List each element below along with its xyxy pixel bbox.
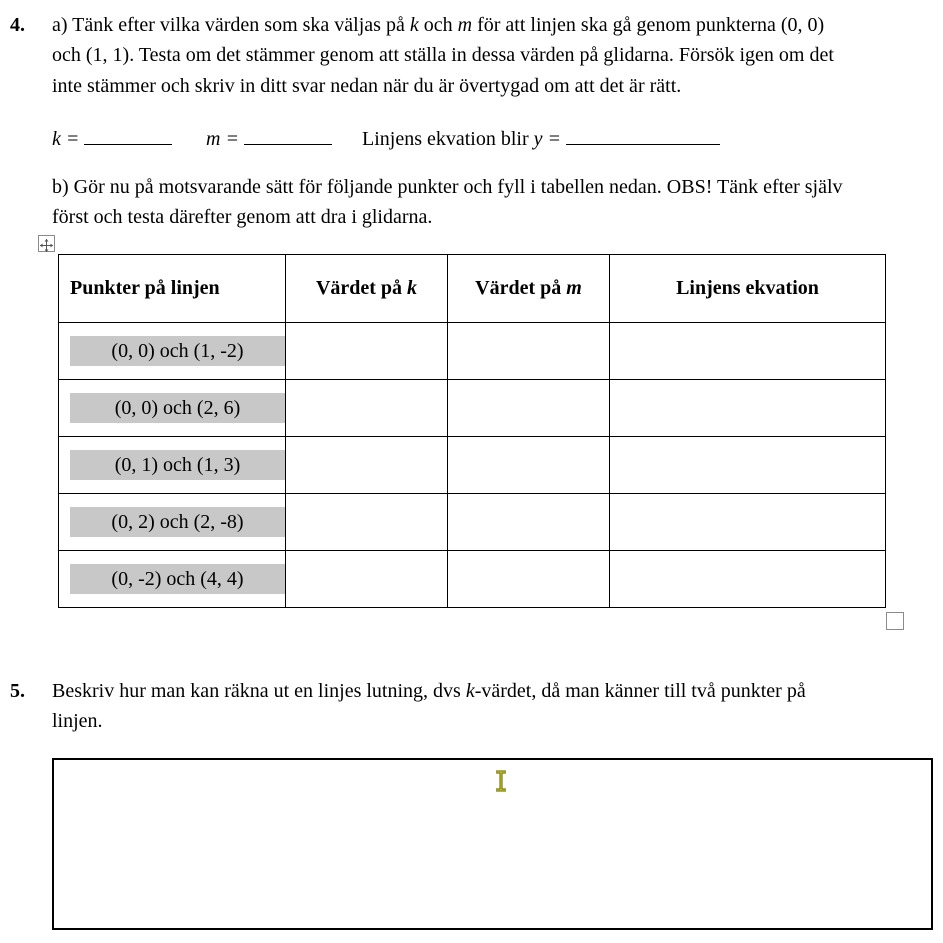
points-label: (0, 0) och (1, -2) <box>70 336 285 366</box>
m-cell[interactable] <box>448 551 610 608</box>
points-label: (0, 1) och (1, 3) <box>70 450 285 480</box>
k-label: k = <box>52 128 80 150</box>
equation-cell[interactable] <box>610 551 886 608</box>
k-answer-field[interactable] <box>52 126 172 151</box>
question-4b-text-line-2: först och testa därefter genom att dra i glidarna. <box>52 206 433 228</box>
points-cell <box>59 551 286 608</box>
table-header-row <box>59 255 886 323</box>
equation-cell[interactable] <box>610 380 886 437</box>
m-cell[interactable] <box>448 437 610 494</box>
equation-cell[interactable] <box>610 437 886 494</box>
m-cell[interactable] <box>448 323 610 380</box>
equation-blank[interactable] <box>566 126 720 145</box>
equation-answer-field[interactable] <box>362 126 720 151</box>
question-4a-text-line-3: inte stämmer och skriv in ditt svar nedan när du är övertygad om att det är rätt. <box>52 75 682 97</box>
header-points: Punkter på linjen <box>59 255 286 323</box>
table-row <box>59 551 886 608</box>
question-5-number: 5. <box>10 680 25 702</box>
table-row <box>59 494 886 551</box>
text-cursor-icon <box>493 770 509 792</box>
question-4a-text-line-1: a) Tänk efter vilka värden som ska väljas på k och m för att linjen ska gå genom punkterna (0, 0) <box>52 14 825 36</box>
points-cell <box>59 323 286 380</box>
table-row <box>59 323 886 380</box>
m-cell[interactable] <box>448 494 610 551</box>
question-5-text-line-2: linjen. <box>52 710 103 732</box>
table-row <box>59 380 886 437</box>
question-4b-text-line-1: b) Gör nu på motsvarande sätt för följande punkter och fyll i tabellen nedan. OBS! Tänk efter själv <box>52 176 843 198</box>
equation-label: Linjens ekvation blir <box>362 128 529 150</box>
equation-cell[interactable] <box>610 323 886 380</box>
k-blank[interactable] <box>84 126 172 145</box>
header-m-value: Värdet på m <box>448 255 610 323</box>
points-label: (0, 0) och (2, 6) <box>70 393 285 423</box>
points-cell <box>59 380 286 437</box>
table-resize-handle[interactable] <box>886 612 904 630</box>
points-cell <box>59 437 286 494</box>
table-move-handle[interactable] <box>38 235 55 252</box>
points-label: (0, 2) och (2, -8) <box>70 507 285 537</box>
equation-cell[interactable] <box>610 494 886 551</box>
k-cell[interactable] <box>286 551 448 608</box>
points-label: (0, -2) och (4, 4) <box>70 564 285 594</box>
header-equation: Linjens ekvation <box>610 255 886 323</box>
m-cell[interactable] <box>448 380 610 437</box>
question-4-number: 4. <box>10 14 25 36</box>
k-cell[interactable] <box>286 323 448 380</box>
move-arrows-icon <box>39 238 54 253</box>
k-cell[interactable] <box>286 494 448 551</box>
m-answer-field[interactable] <box>206 126 332 151</box>
points-cell <box>59 494 286 551</box>
header-k-value: Värdet på k <box>286 255 448 323</box>
question-4a-text-line-2: och (1, 1). Testa om det stämmer genom att ställa in dessa värden på glidarna. Försök igen om det <box>52 44 834 66</box>
m-blank[interactable] <box>244 126 332 145</box>
k-cell[interactable] <box>286 437 448 494</box>
y-label: y = <box>533 128 562 150</box>
m-label: m = <box>206 128 239 150</box>
answer-table <box>58 254 886 608</box>
table-row <box>59 437 886 494</box>
question-5-text-line-1: Beskriv hur man kan räkna ut en linjes lutning, dvs k-värdet, då man känner till två punkter på <box>52 680 806 702</box>
k-cell[interactable] <box>286 380 448 437</box>
